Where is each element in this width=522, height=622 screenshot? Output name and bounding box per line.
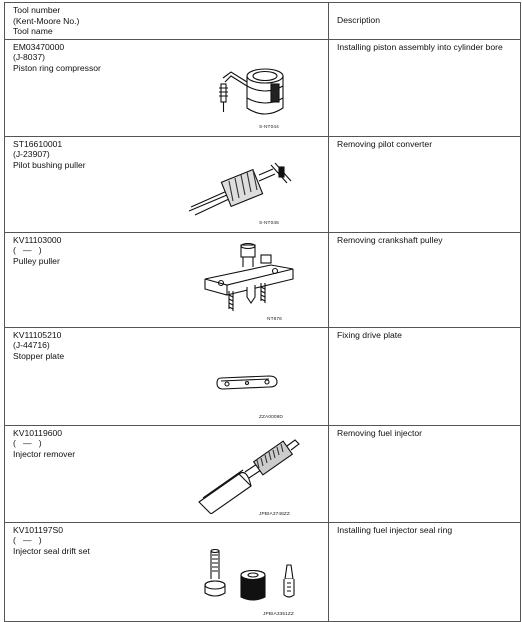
tool-cell [5,39,329,136]
description-text: Removing fuel injector [337,427,423,438]
figure-code: JPBIA3748ZZ [259,511,290,517]
pilot-bushing-puller-icon [185,157,295,219]
tool-cell [5,522,329,621]
tool-header-cell [5,3,329,40]
kent-moore-number: ( — ) [13,535,42,546]
table-header-row [5,3,521,40]
description-cell [329,39,521,136]
stopper-plate-icon [215,372,279,392]
tool-name: Stopper plate [13,350,65,361]
tool-name: Piston ring compressor [13,62,101,73]
description-cell [329,136,521,232]
table-row [5,425,521,522]
description-text: Removing crankshaft pulley [337,234,443,245]
tool-number: KV101197S0 [13,524,64,535]
description-text: Installing fuel injector seal ring [337,524,453,535]
description-header: Description [337,15,380,25]
description-text: Removing pilot converter [337,138,433,149]
tool-number: KV11103000 [13,234,62,245]
description-text: Installing piston assembly into cylinder bore [337,41,503,52]
kent-moore-number: ( — ) [13,245,42,256]
kent-moore-number: (J-44716) [13,340,50,351]
description-cell [329,522,521,621]
figure-code: NT676 [267,316,282,322]
injector-seal-drift-set-icon [195,545,305,611]
kent-moore-number: ( — ) [13,438,42,449]
table-row [5,522,521,621]
tool-number: KV10119600 [13,427,63,438]
injector-remover-icon [195,438,301,514]
tool-number-header: Tool number [13,5,61,15]
figure-code: S-NT044 [259,124,279,130]
table-row [5,136,521,232]
piston-ring-compressor-icon [201,62,291,132]
kent-moore-number: (J-23907) [13,149,50,160]
description-cell [329,425,521,522]
figure-code: JPBIA3351ZZ [263,611,294,617]
tool-cell [5,425,329,522]
figure-code: ZZA0009D [259,414,283,420]
kent-moore-number: (J-8037) [13,52,45,63]
tool-name: Injector seal drift set [13,545,90,556]
description-text: Fixing drive plate [337,329,402,340]
tool-name-header: Tool name [13,26,53,37]
special-service-tools-table [4,2,520,622]
table-row [5,232,521,327]
tool-name: Pilot bushing puller [13,159,86,170]
description-header-cell [329,3,521,40]
tool-number: EM03470000 [13,41,65,52]
figure-code: S-NT045 [259,220,279,226]
table-row [5,327,521,425]
tool-cell [5,327,329,425]
tool-cell [5,232,329,327]
tool-cell [5,136,329,232]
tool-number: KV11105210 [13,329,62,340]
tool-number: ST16610001 [13,138,63,149]
table-row [5,39,521,136]
tool-name: Injector remover [13,448,76,459]
description-cell [329,232,521,327]
pulley-puller-icon [201,243,301,323]
description-cell [329,327,521,425]
kent-moore-header: (Kent-Moore No.) [13,15,80,26]
tool-name: Pulley puller [13,255,60,266]
